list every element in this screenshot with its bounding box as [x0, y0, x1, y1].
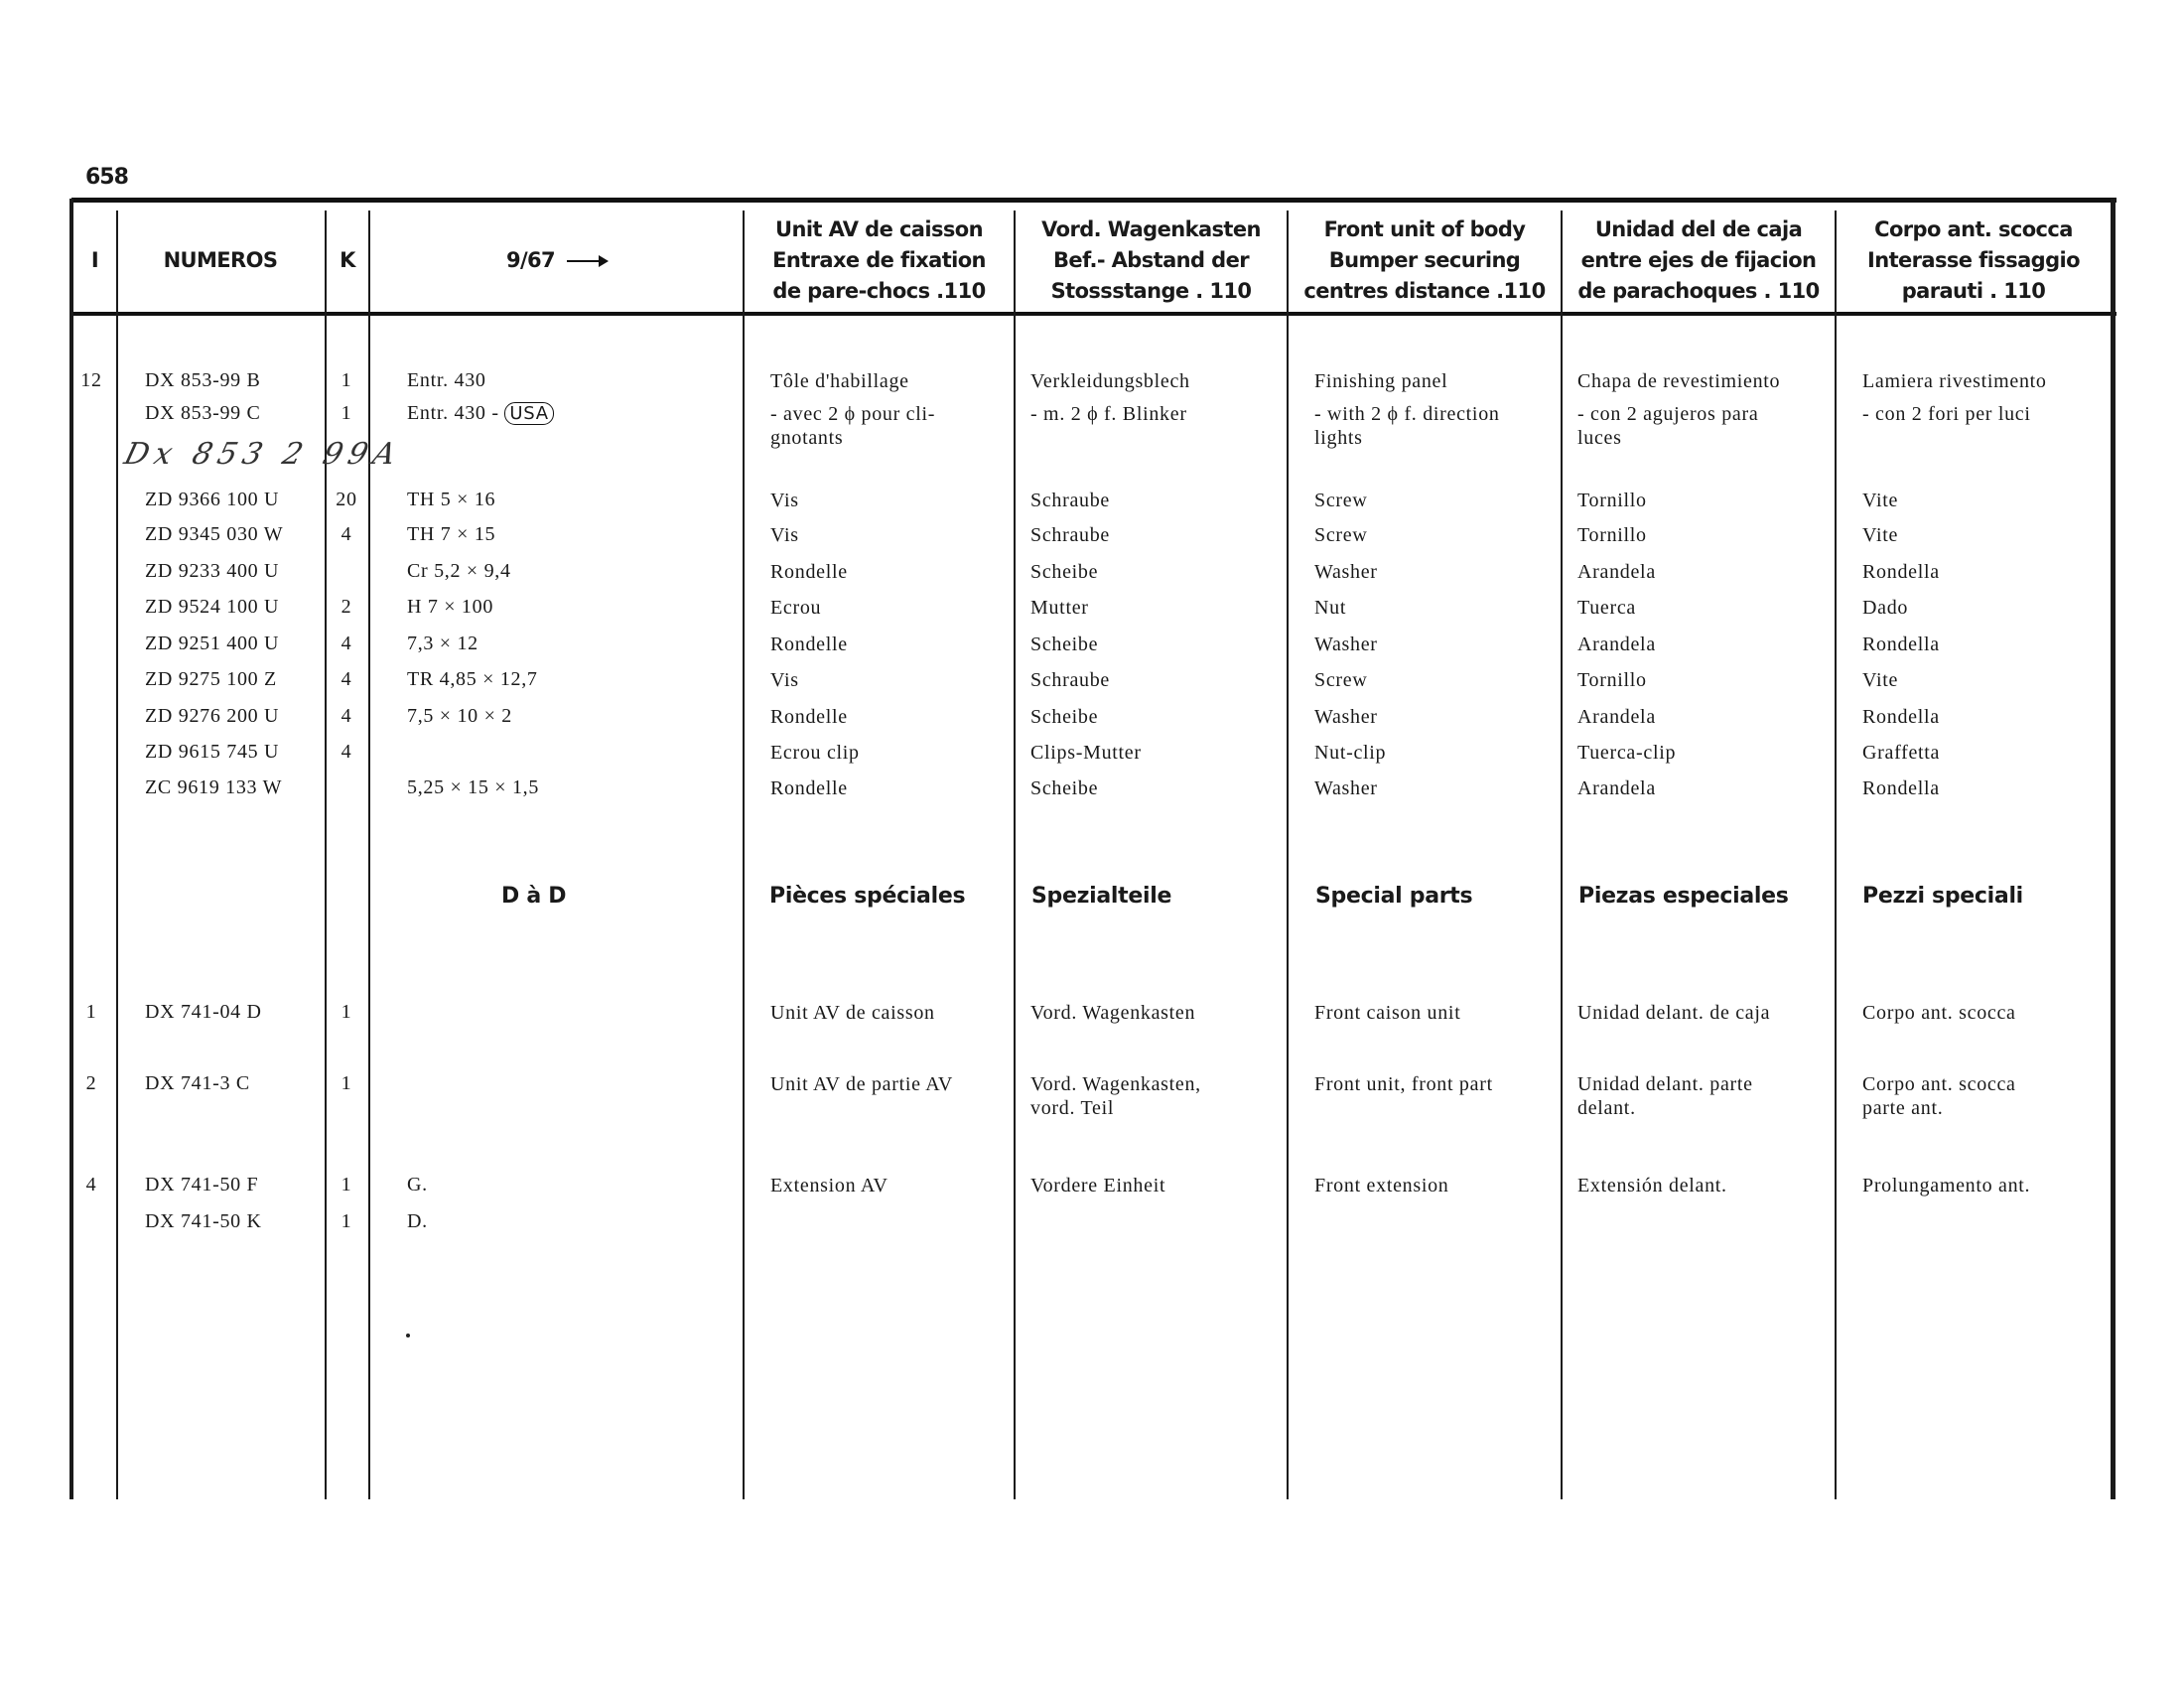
- cell-line: Vordere Einheit: [1030, 1175, 1166, 1196]
- cell-fr: [770, 668, 799, 692]
- cell-line: Vis: [770, 669, 799, 691]
- cell-line: Rondella: [1862, 777, 1940, 799]
- cell-line: Unit AV de caisson: [770, 1002, 935, 1024]
- cell-es: [1577, 560, 1656, 584]
- column-rule: [368, 211, 370, 1499]
- cell-line: Verkleidungsblech: [1030, 370, 1190, 392]
- cell-text: ZD 9275 100 Z: [145, 668, 277, 690]
- cell-line: Front extension: [1314, 1175, 1449, 1196]
- cell-part-number: [145, 523, 283, 546]
- cell-line: - con 2 fori per luci: [1862, 403, 2031, 425]
- handwritten-note: Dx 853 2 99A: [120, 437, 406, 472]
- cell-line: Vite: [1862, 490, 1899, 511]
- cell-text: 4: [341, 668, 352, 690]
- cell-es: [1577, 776, 1656, 800]
- cell-line: Tuerca-clip: [1577, 742, 1677, 764]
- cell-line: Front unit, front part: [1314, 1073, 1493, 1095]
- cell-quantity: [327, 596, 366, 619]
- cell-line: Schraube: [1030, 524, 1111, 546]
- header-fr: Unit AV de caisson Entraxe de fixation de pare-chocs .110: [772, 216, 986, 303]
- usa-stamp: USA: [504, 402, 553, 425]
- cell-line: Vite: [1862, 524, 1899, 546]
- cell-part-number: [145, 369, 261, 392]
- section-es: Piezas especiales: [1578, 884, 1789, 909]
- cell-spec: [407, 369, 486, 392]
- cell-en: [1314, 776, 1378, 800]
- cell-line: Rondella: [1862, 633, 1940, 655]
- cell-part-number: [145, 705, 279, 728]
- cell-es: [1577, 1072, 1753, 1120]
- cell-text: 4: [341, 705, 352, 727]
- cell-text: 2: [85, 1072, 97, 1094]
- cell-line: Rondelle: [770, 633, 848, 655]
- column-rule: [1561, 211, 1563, 1499]
- cell-spec: [407, 596, 493, 619]
- cell-en: [1314, 1001, 1460, 1025]
- cell-line: Arandela: [1577, 633, 1656, 655]
- cell-text: D.: [407, 1210, 428, 1232]
- cell-line: Ecrou clip: [770, 742, 860, 764]
- cell-it: [1862, 1174, 2030, 1197]
- cell-part-number: [145, 489, 279, 511]
- cell-line: Schraube: [1030, 490, 1111, 511]
- cell-quantity: [327, 668, 366, 691]
- cell-line: Finishing panel: [1314, 370, 1448, 392]
- header-k: K: [340, 247, 355, 272]
- cell-text: DX 741-50 F: [145, 1174, 259, 1196]
- section-spec: D à D: [501, 884, 567, 909]
- cell-text: DX 853-99 B: [145, 369, 261, 391]
- cell-spec: [407, 668, 538, 691]
- cell-quantity: [327, 402, 366, 425]
- cell-es: [1577, 1001, 1770, 1025]
- cell-part-number: [145, 633, 279, 655]
- cell-de: [1030, 596, 1089, 620]
- cell-text: 4: [341, 633, 352, 654]
- header-bottom-rule: [71, 312, 2116, 316]
- cell-text: ZD 9524 100 U: [145, 596, 280, 618]
- arrow-right-icon: [567, 260, 607, 262]
- cell-text: TH 7 × 15: [407, 523, 496, 545]
- cell-text: DX 741-04 D: [145, 1001, 262, 1023]
- cell-line: Scheibe: [1030, 633, 1099, 655]
- cell-line: Washer: [1314, 777, 1378, 799]
- cell-line: Graffetta: [1862, 742, 1941, 764]
- cell-fr: [770, 523, 799, 547]
- cell-es: [1577, 369, 1780, 393]
- cell-it: [1862, 705, 1940, 729]
- cell-line: Vis: [770, 490, 799, 511]
- cell-fr: [770, 560, 848, 584]
- cell-quantity: [327, 523, 366, 546]
- cell-line: gnotants: [770, 427, 844, 449]
- cell-es: [1577, 596, 1636, 620]
- cell-de: [1030, 668, 1110, 692]
- cell-spec: [407, 560, 511, 583]
- cell-line: - con 2 agujeros para: [1577, 403, 1759, 425]
- cell-en: [1314, 1174, 1449, 1197]
- cell-part-number: [145, 596, 279, 619]
- cell-line: Rondella: [1862, 706, 1940, 728]
- cell-it: [1862, 523, 1898, 547]
- cell-es: [1577, 489, 1647, 512]
- cell-part-number: [145, 402, 261, 425]
- cell-part-number: [145, 741, 279, 764]
- frame-left-rule: [69, 199, 73, 1499]
- cell-de: [1030, 523, 1110, 547]
- cell-line: Unidad delant. parte: [1577, 1073, 1753, 1095]
- cell-text: 1: [341, 1001, 352, 1023]
- cell-de: [1030, 776, 1098, 800]
- section-fr: Pièces spéciales: [769, 884, 966, 909]
- cell-text: 2: [341, 596, 352, 618]
- cell-text: ZD 9251 400 U: [145, 633, 280, 654]
- cell-es: [1577, 1174, 1727, 1197]
- cell-en: [1314, 633, 1378, 656]
- cell-text: 4: [341, 741, 352, 763]
- cell-fr: [770, 1174, 888, 1197]
- cell-spec: [407, 523, 495, 546]
- cell-index: [71, 369, 111, 392]
- column-rule: [1014, 211, 1016, 1499]
- cell-line: Screw: [1314, 669, 1368, 691]
- cell-text: DX 741-50 K: [145, 1210, 262, 1232]
- header-de: Vord. Wagenkasten Bef.- Abstand der Stossstange . 110: [1041, 216, 1261, 303]
- cell-en: [1314, 1072, 1493, 1096]
- cell-it: [1862, 402, 2031, 426]
- cell-line: Washer: [1314, 706, 1378, 728]
- cell-es: [1577, 523, 1647, 547]
- cell-line: Unit AV de partie AV: [770, 1073, 954, 1095]
- cell-de: [1030, 402, 1187, 426]
- cell-quantity: [327, 705, 366, 728]
- cell-text: DX 853-99 C: [145, 402, 261, 424]
- cell-text: ZD 9276 200 U: [145, 705, 280, 727]
- cell-quantity: [327, 1174, 366, 1196]
- cell-spec: [407, 402, 554, 425]
- cell-fr: [770, 1001, 935, 1025]
- cell-line: Nut-clip: [1314, 742, 1387, 764]
- cell-fr: [770, 741, 860, 765]
- cell-line: Extension AV: [770, 1175, 888, 1196]
- cell-it: [1862, 668, 1898, 692]
- cell-line: Nut: [1314, 597, 1347, 619]
- page-number: 658: [85, 165, 128, 190]
- header-it: Corpo ant. scocca Interasse fissaggio parauti . 110: [1867, 216, 2080, 303]
- cell-text: ZD 9366 100 U: [145, 489, 280, 510]
- cell-line: Chapa de revestimiento: [1577, 370, 1781, 392]
- cell-text: ZD 9233 400 U: [145, 560, 280, 582]
- header-numeros: NUMEROS: [163, 247, 278, 272]
- cell-spec: [407, 489, 495, 511]
- cell-spec: [407, 633, 478, 655]
- cell-line: Corpo ant. scocca: [1862, 1002, 2016, 1024]
- cell-line: Scheibe: [1030, 706, 1099, 728]
- cell-line: lights: [1314, 427, 1363, 449]
- column-rule: [743, 211, 745, 1499]
- cell-index: [71, 1174, 111, 1196]
- cell-text: ZC 9619 133 W: [145, 776, 283, 798]
- header-index: I: [90, 247, 99, 272]
- cell-en: [1314, 596, 1346, 620]
- cell-line: Dado: [1862, 597, 1909, 619]
- cell-it: [1862, 741, 1940, 765]
- cell-en: [1314, 705, 1378, 729]
- cell-line: Lamiera rivestimento: [1862, 370, 2047, 392]
- cell-it: [1862, 560, 1940, 584]
- cell-text: 1: [341, 1072, 352, 1094]
- cell-line: parte ant.: [1862, 1097, 1944, 1119]
- cell-de: [1030, 1001, 1195, 1025]
- cell-fr: [770, 633, 848, 656]
- cell-fr: [770, 705, 848, 729]
- cell-quantity: [327, 741, 366, 764]
- cell-text: 1: [341, 369, 352, 391]
- cell-de: [1030, 1174, 1165, 1197]
- cell-text: 5,25 × 15 × 1,5: [407, 776, 540, 798]
- cell-fr: [770, 369, 909, 393]
- header-es: Unidad del de caja entre ejes de fijacion de parachoques . 110: [1577, 216, 1820, 303]
- section-de: Spezialteile: [1031, 884, 1172, 909]
- section-it: Pezzi speciali: [1862, 884, 2023, 909]
- cell-de: [1030, 1072, 1201, 1120]
- cell-text: 4: [341, 523, 352, 545]
- cell-line: Rondelle: [770, 777, 848, 799]
- cell-es: [1577, 705, 1656, 729]
- cell-it: [1862, 776, 1940, 800]
- cell-line: delant.: [1577, 1097, 1636, 1119]
- cell-en: [1314, 560, 1378, 584]
- cell-line: Rondella: [1862, 561, 1940, 583]
- cell-line: Tornillo: [1577, 669, 1647, 691]
- cell-line: Corpo ant. scocca: [1862, 1073, 2016, 1095]
- cell-line: Tuerca: [1577, 597, 1637, 619]
- cell-en: [1314, 489, 1367, 512]
- cell-line: Tornillo: [1577, 490, 1647, 511]
- cell-fr: [770, 776, 848, 800]
- cell-index: [71, 1072, 111, 1095]
- cell-text: 1: [85, 1001, 97, 1023]
- cell-text: 1: [341, 1174, 352, 1196]
- cell-line: Arandela: [1577, 561, 1656, 583]
- cell-line: Clips-Mutter: [1030, 742, 1142, 764]
- cell-de: [1030, 741, 1142, 765]
- cell-text: Entr. 430 -: [407, 402, 499, 424]
- cell-spec: [407, 776, 539, 799]
- cell-it: [1862, 596, 1908, 620]
- column-rule: [1287, 211, 1289, 1499]
- cell-text: 4: [85, 1174, 97, 1196]
- cell-line: Screw: [1314, 490, 1368, 511]
- header-en: Front unit of body Bumper securing centres distance .110: [1303, 216, 1546, 303]
- cell-quantity: [327, 1001, 366, 1024]
- cell-line: Arandela: [1577, 777, 1656, 799]
- cell-spec: [407, 705, 512, 728]
- cell-es: [1577, 633, 1656, 656]
- frame-right-rule: [2111, 199, 2116, 1499]
- cell-line: Washer: [1314, 633, 1378, 655]
- cell-line: Vite: [1862, 669, 1899, 691]
- cell-it: [1862, 1072, 2016, 1120]
- cell-fr: [770, 402, 935, 450]
- cell-line: - m. 2 ϕ f. Blinker: [1030, 403, 1187, 425]
- cell-quantity: [327, 369, 366, 392]
- cell-en: [1314, 741, 1386, 765]
- cell-text: ZD 9615 745 U: [145, 741, 280, 763]
- column-rule: [1835, 211, 1837, 1499]
- cell-fr: [770, 489, 799, 512]
- cell-part-number: [145, 1072, 250, 1095]
- cell-line: Vord. Wagenkasten,: [1030, 1073, 1201, 1095]
- cell-en: [1314, 668, 1367, 692]
- cell-line: Mutter: [1030, 597, 1089, 619]
- cell-en: [1314, 402, 1500, 450]
- cell-it: [1862, 633, 1940, 656]
- cell-part-number: [145, 776, 282, 799]
- cell-line: Ecrou: [770, 597, 822, 619]
- cell-text: H 7 × 100: [407, 596, 494, 618]
- cell-quantity: [327, 633, 366, 655]
- cell-de: [1030, 489, 1110, 512]
- column-rule: [116, 211, 118, 1499]
- cell-de: [1030, 369, 1190, 393]
- cell-line: Unidad delant. de caja: [1577, 1002, 1771, 1024]
- cell-text: 1: [341, 1210, 352, 1232]
- cell-quantity: [327, 1072, 366, 1095]
- cell-text: DX 741-3 C: [145, 1072, 250, 1094]
- cell-line: Scheibe: [1030, 777, 1099, 799]
- cell-line: vord. Teil: [1030, 1097, 1115, 1119]
- table-top-rule: [71, 198, 2116, 203]
- stray-mark: [406, 1334, 410, 1337]
- cell-index: [71, 1001, 111, 1024]
- cell-es: [1577, 741, 1676, 765]
- cell-part-number: [145, 1174, 258, 1196]
- cell-de: [1030, 633, 1098, 656]
- cell-line: Extensión delant.: [1577, 1175, 1727, 1196]
- cell-line: Scheibe: [1030, 561, 1099, 583]
- cell-it: [1862, 369, 2047, 393]
- cell-part-number: [145, 1210, 262, 1233]
- cell-es: [1577, 668, 1647, 692]
- cell-text: 12: [80, 369, 102, 391]
- cell-line: Rondelle: [770, 706, 848, 728]
- cell-quantity: [327, 489, 366, 511]
- cell-line: Front caison unit: [1314, 1002, 1461, 1024]
- cell-line: Schraube: [1030, 669, 1111, 691]
- cell-line: Tôle d'habillage: [770, 370, 909, 392]
- cell-fr: [770, 1072, 953, 1096]
- cell-line: Vis: [770, 524, 799, 546]
- cell-spec: [407, 1174, 428, 1196]
- cell-line: - with 2 ϕ f. direction: [1314, 403, 1500, 425]
- cell-part-number: [145, 668, 277, 691]
- cell-text: 7,3 × 12: [407, 633, 478, 654]
- cell-en: [1314, 523, 1367, 547]
- cell-line: Tornillo: [1577, 524, 1647, 546]
- cell-it: [1862, 1001, 2016, 1025]
- cell-es: [1577, 402, 1758, 450]
- cell-text: 7,5 × 10 × 2: [407, 705, 512, 727]
- cell-line: Washer: [1314, 561, 1378, 583]
- cell-line: Rondelle: [770, 561, 848, 583]
- section-en: Special parts: [1315, 884, 1473, 909]
- cell-de: [1030, 705, 1098, 729]
- cell-line: Screw: [1314, 524, 1368, 546]
- date-label: 9/67: [505, 247, 556, 272]
- cell-line: Arandela: [1577, 706, 1656, 728]
- cell-fr: [770, 596, 821, 620]
- cell-text: Entr. 430: [407, 369, 486, 391]
- cell-text: 1: [341, 402, 352, 424]
- cell-de: [1030, 560, 1098, 584]
- cell-part-number: [145, 1001, 262, 1024]
- cell-line: luces: [1577, 427, 1622, 449]
- cell-spec: [407, 1210, 428, 1233]
- cell-text: Cr 5,2 × 9,4: [407, 560, 511, 582]
- cell-text: ZD 9345 030 W: [145, 523, 284, 545]
- cell-text: TR 4,85 × 12,7: [407, 668, 538, 690]
- cell-line: Vord. Wagenkasten: [1030, 1002, 1196, 1024]
- header-date: [370, 211, 743, 310]
- cell-text: G.: [407, 1174, 428, 1196]
- cell-line: Prolungamento ant.: [1862, 1175, 2031, 1196]
- cell-text: TH 5 × 16: [407, 489, 496, 510]
- cell-en: [1314, 369, 1447, 393]
- cell-it: [1862, 489, 1898, 512]
- cell-quantity: [327, 1210, 366, 1233]
- cell-text: 20: [336, 489, 357, 510]
- cell-line: - avec 2 ϕ pour cli-: [770, 403, 936, 425]
- cell-part-number: [145, 560, 279, 583]
